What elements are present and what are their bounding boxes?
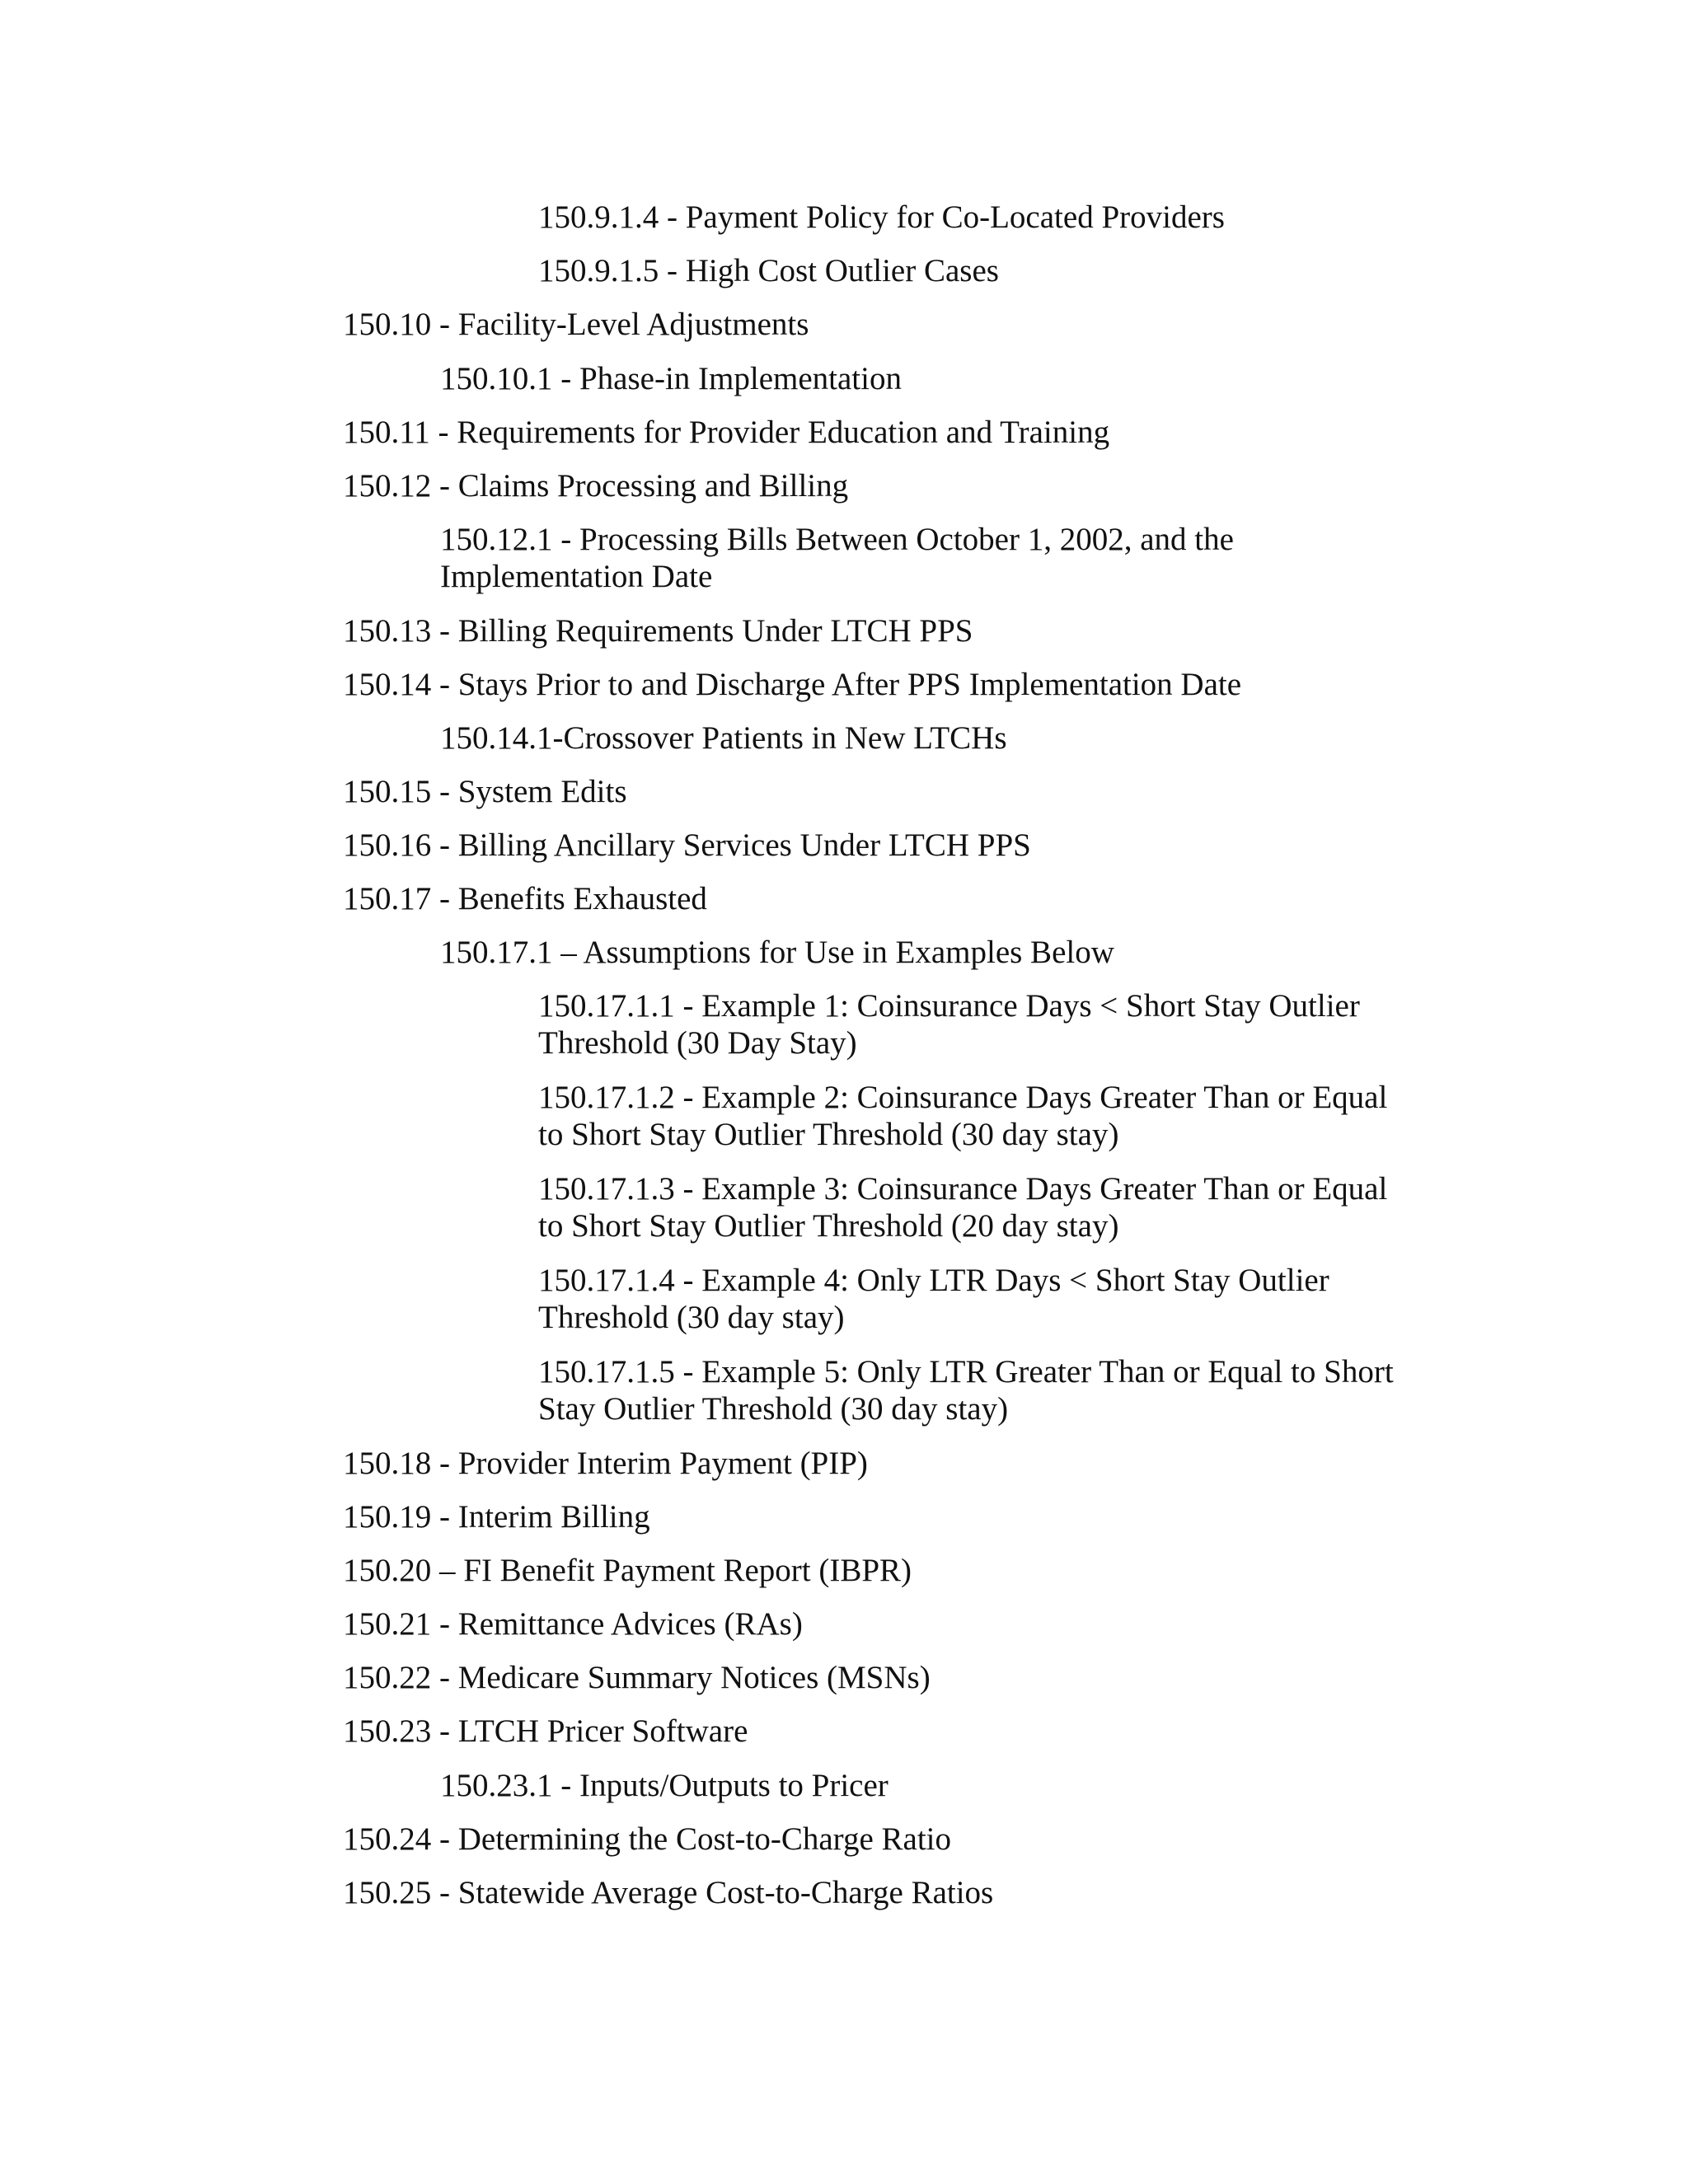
toc-entry-150-17-1-2[interactable]: 150.17.1.2 - Example 2: Coinsurance Days Greater Than or Equal to Short Stay Outlier Threshold (30 day stay) <box>538 1080 1388 1152</box>
toc-entry-150-10[interactable]: 150.10 - Facility-Level Adjustments <box>343 307 809 342</box>
toc-entry-150-14[interactable]: 150.14 - Stays Prior to and Discharge After PPS Implementation Date <box>343 667 1242 702</box>
toc-entry-150-20[interactable]: 150.20 – FI Benefit Payment Report (IBPR) <box>343 1553 912 1588</box>
toc-entry-150-12[interactable]: 150.12 - Claims Processing and Billing <box>343 468 849 504</box>
toc-entry-150-13[interactable]: 150.13 - Billing Requirements Under LTCH PPS <box>343 613 973 649</box>
toc-entry-150-22[interactable]: 150.22 - Medicare Summary Notices (MSNs) <box>343 1660 931 1695</box>
toc-entry-150-18[interactable]: 150.18 - Provider Interim Payment (PIP) <box>343 1446 868 1481</box>
toc-entry-150-17-1-4[interactable]: 150.17.1.4 - Example 4: Only LTR Days < Short Stay Outlier Threshold (30 day stay) <box>538 1263 1329 1335</box>
toc-entry-150-12-1[interactable]: 150.12.1 - Processing Bills Between October 1, 2002, and the Implementation Date <box>440 522 1234 594</box>
toc-entry-150-17[interactable]: 150.17 - Benefits Exhausted <box>343 881 707 916</box>
toc-entry-150-17-1-3[interactable]: 150.17.1.3 - Example 3: Coinsurance Days Greater Than or Equal to Short Stay Outlier Threshold (20 day stay) <box>538 1171 1388 1244</box>
toc-entry-150-9-1-4[interactable]: 150.9.1.4 - Payment Policy for Co-Located Providers <box>538 199 1225 235</box>
toc-entry-150-23-1[interactable]: 150.23.1 - Inputs/Outputs to Pricer <box>440 1768 889 1803</box>
toc-entry-150-17-1[interactable]: 150.17.1 – Assumptions for Use in Examples Below <box>440 935 1114 970</box>
toc-entry-150-11[interactable]: 150.11 - Requirements for Provider Education and Training <box>343 415 1110 450</box>
toc-entry-150-25[interactable]: 150.25 - Statewide Average Cost-to-Charge Ratios <box>343 1875 994 1910</box>
toc-entry-150-17-1-5[interactable]: 150.17.1.5 - Example 5: Only LTR Greater Than or Equal to Short Stay Outlier Threshold (30 day stay) <box>538 1354 1394 1427</box>
toc-entry-150-16[interactable]: 150.16 - Billing Ancillary Services Under LTCH PPS <box>343 827 1031 863</box>
toc-entry-150-19[interactable]: 150.19 - Interim Billing <box>343 1499 650 1535</box>
toc-entry-150-9-1-5[interactable]: 150.9.1.5 - High Cost Outlier Cases <box>538 253 999 288</box>
toc-entry-150-10-1[interactable]: 150.10.1 - Phase-in Implementation <box>440 361 902 396</box>
toc-entry-150-14-1[interactable]: 150.14.1-Crossover Patients in New LTCHs <box>440 720 1007 756</box>
toc-entry-150-15[interactable]: 150.15 - System Edits <box>343 774 627 809</box>
toc-entry-150-21[interactable]: 150.21 - Remittance Advices (RAs) <box>343 1606 803 1642</box>
toc-entry-150-23[interactable]: 150.23 - LTCH Pricer Software <box>343 1713 748 1749</box>
toc-entry-150-24[interactable]: 150.24 - Determining the Cost-to-Charge Ratio <box>343 1821 951 1857</box>
toc-entry-150-17-1-1[interactable]: 150.17.1.1 - Example 1: Coinsurance Days < Short Stay Outlier Threshold (30 Day Stay) <box>538 988 1360 1061</box>
